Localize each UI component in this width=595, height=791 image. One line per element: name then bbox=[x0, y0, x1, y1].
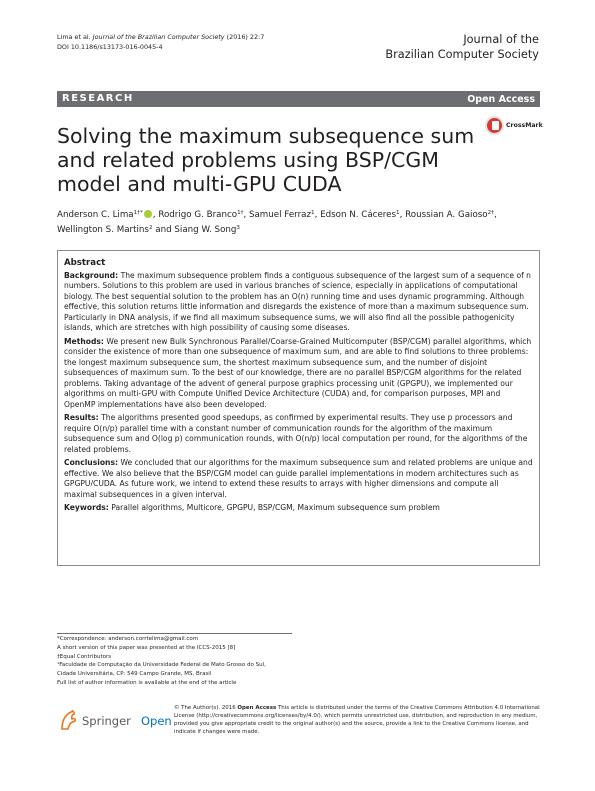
journal-name-line1: Journal of the bbox=[463, 33, 539, 46]
author bbox=[174, 225, 240, 235]
license-text: This article is distributed under the terms of the Creative Commons Attribution 4.0 International License (http://creativecommons.org/licenses/by/4.0/), which permits unrestricted use, distribution, and reproduction in any medium, provided you give appropriate credit to the original author(s) and the source, provide a link to the Creative Commons license, and indicate if changes were made. bbox=[174, 705, 540, 735]
background-label: Background: bbox=[64, 270, 119, 280]
author-name: Edson N. Cáceres bbox=[320, 210, 397, 220]
author-separator: , bbox=[314, 210, 321, 220]
author-separator: , bbox=[243, 210, 249, 220]
footnote-correspondence[interactable]: *Correspondence: anderson.corrtelima@gmail.com bbox=[57, 636, 199, 642]
author bbox=[249, 210, 320, 220]
license-statement bbox=[174, 704, 540, 736]
author-separator: , bbox=[493, 210, 497, 220]
author bbox=[57, 225, 174, 235]
author-affiliation-mark: 1 bbox=[396, 210, 400, 216]
footnote-full-list: Full list of author information is available at the end of the article bbox=[57, 679, 237, 686]
open-access-label: Open Access bbox=[467, 93, 535, 105]
orcid-icon[interactable] bbox=[144, 210, 152, 218]
footnote-short-version: A short version of this paper was presented at the ICCS-2015 [8] bbox=[57, 644, 236, 651]
footnotes bbox=[57, 635, 327, 688]
footnote-address: Cidade Universitária, CP: 549 Campo Grande, MS, Brasil bbox=[57, 671, 212, 678]
journal-name bbox=[309, 33, 539, 62]
abstract-results bbox=[64, 413, 533, 455]
results-label: Results: bbox=[64, 413, 99, 422]
author-name: Wellington S. Martins bbox=[57, 225, 149, 235]
abstract-conclusions bbox=[64, 458, 533, 500]
abstract-methods bbox=[64, 337, 533, 411]
license-open-access: Open Access bbox=[237, 705, 277, 711]
footnote-divider bbox=[57, 633, 292, 634]
conclusions-text: We concluded that our algorithms for the maximum subsequence sum and related problems are unique and effective. We also believe that the BSP/CGM model can guide parallel implementations in modern architectures such as GPGPU/CUDA. As future work, we intend to extend these results to arrays with higher dimensions and compute all maximal subsequences in a given interval. bbox=[64, 458, 533, 499]
abstract-box bbox=[57, 250, 540, 566]
footnote-equal-contributors: †Equal Contributors bbox=[57, 653, 112, 660]
citation-year-volume: (2016) 22:7 bbox=[226, 33, 265, 41]
author bbox=[405, 210, 497, 220]
crossmark-badge[interactable] bbox=[485, 116, 545, 138]
methods-text: We present new Bulk Synchronous Parallel/Coarse-Grained Multicomputer (BSP/CGM) parallel algorithms, which consider the existence of more than one subsequence of maximum sum, and are able to find solutions to three problems: the longest maximum subsequence sum, the shortest maximum subsequence sum, and the number of disjoint subsequences of maximum sum. To the best of our knowledge, there are no parallel BSP/CGM algorithms for the related problems. Taking advantage of the advent of general purpose graphics processing unit (GPGPU), we implemented our algorithms on multi-GPU with Compute Unified Device Architecture (CUDA) and, for comparison purposes, MPI and OpenMP implementations have also been developed. bbox=[64, 336, 532, 409]
author bbox=[57, 210, 158, 220]
article-type-label: RESEARCH bbox=[62, 93, 134, 104]
author-affiliation-mark: 2 bbox=[148, 225, 153, 231]
author-affiliation-mark: 3 bbox=[236, 225, 240, 231]
author-name: Roussian A. Gaioso bbox=[405, 210, 488, 220]
article-type-bar bbox=[57, 91, 540, 107]
footnote-affiliation: ¹Faculdade de Computação da Universidade Federal de Mato Grosso do Sul, bbox=[57, 662, 266, 669]
springer-word: Springer bbox=[82, 714, 131, 728]
keywords-label: Keywords: bbox=[64, 503, 109, 512]
springer-open-logo bbox=[59, 709, 172, 735]
crossmark-label: CrossMark bbox=[506, 122, 543, 129]
citation-block bbox=[57, 33, 307, 52]
keywords-text: Parallel algorithms, Multicore, GPGPU, BSP/CGM, Maximum subsequence sum problem bbox=[111, 503, 440, 512]
author-separator: , bbox=[399, 210, 406, 220]
author bbox=[320, 210, 405, 220]
citation-journal: Journal of the Brazilian Computer Society bbox=[92, 33, 225, 41]
abstract-background bbox=[64, 271, 533, 334]
author-name: Anderson C. Lima bbox=[57, 210, 134, 220]
citation-authors: Lima et al. bbox=[57, 33, 91, 41]
results-text: The algorithms presented good speedups, as confirmed by experimental results. They use p processors and require O(n/p) parallel time with a constant number of communication rounds for the algorithm of the maximum subsequence sum and O(log p) communication rounds, with O(n/p) local computation per round, for the algorithms of the related problems. bbox=[64, 413, 528, 454]
methods-label: Methods: bbox=[64, 336, 104, 346]
abstract-heading: Abstract bbox=[64, 258, 106, 268]
author-name: Samuel Ferraz bbox=[248, 210, 312, 220]
author-affiliation-mark: 1†* bbox=[133, 210, 143, 216]
crossmark-icon bbox=[485, 116, 504, 135]
conclusions-label: Conclusions: bbox=[64, 458, 119, 467]
author-affiliation-mark: 1† bbox=[237, 210, 244, 216]
author-affiliation-mark: 1 bbox=[311, 210, 315, 216]
author-separator: , bbox=[152, 210, 159, 220]
author-separator: and bbox=[152, 225, 175, 235]
springer-horse-icon bbox=[59, 709, 79, 731]
author-affiliation-mark: 2† bbox=[487, 210, 494, 216]
doi[interactable]: DOI 10.1186/s13173-016-0045-4 bbox=[57, 42, 163, 51]
article-title: Solving the maximum subsequence sum and related problems using BSP/CGM model and multi-GPU CUDA bbox=[57, 124, 475, 196]
author-name: Rodrigo G. Branco bbox=[158, 210, 238, 220]
background-text: The maximum subsequence problem finds a contiguous subsequence of the largest sum of a sequence of n numbers. Solutions to this problem are used in various branches of science, especially in applications of computational biology. The best sequential solution to the problem has an O(n) running time and uses dynamic programming. Although effective, this solution returns little information and disregards the existence of more than a maximum subsequence sum. Particularly in DNA analysis, if we find all maximum subsequence sums, we will also find all the possible pathogenicity islands, which are stretches with high possibility of causing some diseases. bbox=[64, 270, 531, 332]
author bbox=[158, 210, 249, 220]
license-lead: © The Author(s). 2016 bbox=[174, 705, 236, 711]
abstract-keywords bbox=[64, 503, 533, 514]
journal-name-line2: Brazilian Computer Society bbox=[385, 47, 539, 61]
springer-open-word: Open bbox=[141, 714, 172, 728]
author-name: Siang W. Song bbox=[174, 225, 237, 235]
author-list bbox=[57, 207, 537, 237]
